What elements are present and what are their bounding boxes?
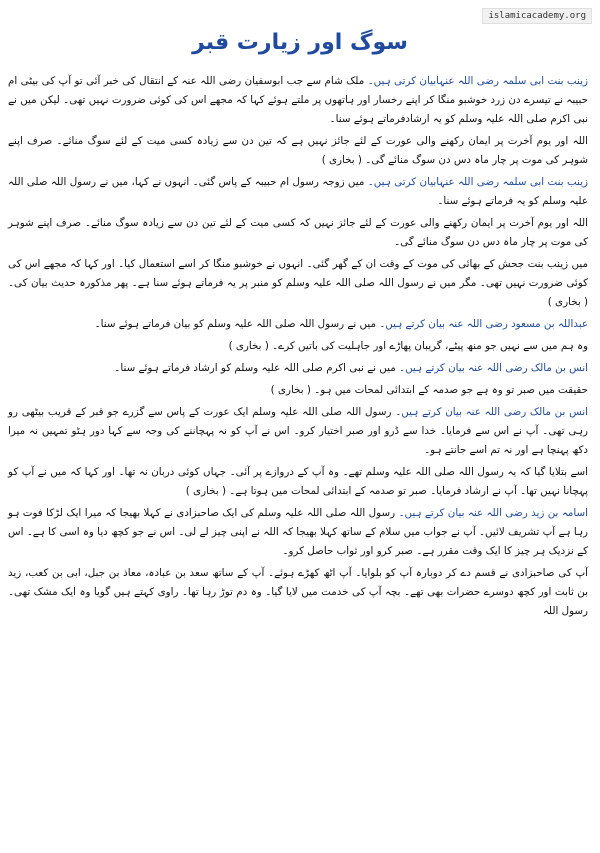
paragraph	[8, 173, 588, 211]
paragraph	[8, 359, 588, 378]
paragraph-text: اللہ اور یوم آخرت پر ایمان رکھنے والی عورت کے لئے جائز نہیں ہے کہ تین دن سے زیادہ کسی میت کے لئے سوگ منائے۔ صرف اپنے شوہر کی موت پر چار ماہ دس دن سوگ منائے گی۔	[8, 135, 588, 166]
source-reference: ( بخاری )	[270, 384, 311, 396]
paragraph	[8, 403, 588, 460]
paragraph-text: میں نے رسول اللہ صلی اللہ علیہ وسلم کو بیان فرماتے ہوئے سنا۔	[94, 318, 376, 330]
paragraph-text: میں زینب بنت جحش کے بھائی کی موت کے وقت ان کے گھر گئی۔ انہوں نے خوشبو منگا کر اسے استعمال کیا۔ اور کہا کہ مجھے اس کی کوئی ضرورت نہیں تھی۔ مگر میں نے رسول اللہ صلی اللہ علیہ وسلم کو منبر پر یہ فرماتے ہوئے سنا ہے۔ پھر مذکورہ حدیث بیان کی۔	[8, 258, 588, 289]
paragraph-text: حقیقت میں صبر تو وہ ہے جو صدمہ کے ابتدائی لمحات میں ہو۔	[314, 384, 588, 396]
page-title: سوگ اور زیارت قبر	[192, 30, 408, 55]
paragraph	[8, 72, 588, 129]
narrator-attribution: عبداللہ بن مسعود رضی اللہ عنہ بیان کرتے ہیں۔	[379, 318, 588, 330]
article-body	[8, 72, 588, 624]
paragraph-text: رسول اللہ صلی اللہ علیہ وسلم کی ایک صاحبزادی نے کہلا بھیجا کہ میرا ایک لڑکا فوت ہو رہا ہے آپ تشریف لائیں۔ آپ نے جواب میں سلام کے ساتھ کہلا بھیجا کہ اللہ نے اپنی چیز لے لی۔ اس نے جو کچھ دیا وہ اسی کا ہے۔ اس کے نزدیک ہر چیز کا ایک وقت مقرر ہے۔ صبر کرو اور ثواب حاصل کرو۔	[8, 507, 588, 557]
paragraph	[8, 381, 588, 400]
paragraph-text: میں زوجہ رسول ام حبیبہ کے پاس گئی۔ انہوں نے کہا، میں نے رسول اللہ صلی اللہ علیہ وسلم کو یہ فرماتے ہوئے سنا۔	[8, 176, 588, 207]
paragraph-text: اسے بتلایا گیا کہ یہ رسول اللہ صلی اللہ علیہ وسلم تھے۔ وہ آپ کے دروازے پر آئی۔ جہاں کوئی دربان نہ تھا۔ اور کہا کہ میں نے آپ کو پہچانا نہیں تھا۔ آپ نے ارشاد فرمایا۔ صبر تو صدمہ کے ابتدائی لمحات میں ہوتا ہے۔	[8, 466, 588, 497]
paragraph	[8, 255, 588, 312]
source-reference: ( بخاری )	[547, 296, 588, 308]
paragraph	[8, 315, 588, 334]
paragraph	[8, 504, 588, 561]
paragraph	[8, 564, 588, 621]
paragraph-text: اللہ اور یوم آخرت پر ایمان رکھنے والی عورت کے لئے جائز نہیں کہ کسی میت کے لئے تین دن سے زیادہ سوگ منائے۔ صرف اپنے شوہر کی موت پر چار ماہ دس دن سوگ منائے گی۔	[8, 217, 588, 248]
site-watermark: islamicacademy.org	[482, 8, 592, 24]
narrator-attribution: اسامہ بن زید رضی اللہ عنہ بیان کرتے ہیں۔	[398, 507, 588, 519]
paragraph	[8, 132, 588, 170]
narrator-attribution: انس بن مالک رضی اللہ عنہ بیان کرتے ہیں۔	[399, 362, 588, 374]
paragraph-text: آپ کی صاحبزادی نے قسم دے کر دوبارہ آپ کو بلوایا۔ آپ اٹھ کھڑے ہوئے۔ آپ کے ساتھ سعد بن عبادہ، معاذ بن جبل، ابی بن کعب، زید بن ثابت اور کچھ دوسرے حضرات بھی تھے۔ بچہ آپ کی خدمت میں لایا گیا۔ وہ دم توڑ رہا تھا۔ راوی کہتے ہیں گویا وہ ایک مشک تھی۔ رسول اللہ	[8, 567, 588, 617]
narrator-attribution: زینب بنت ابی سلمہ رضی اللہ عنہابیان کرتی ہیں۔	[367, 176, 588, 188]
paragraph	[8, 463, 588, 501]
narrator-attribution: زینب بنت ابی سلمہ رضی اللہ عنہابیان کرتی ہیں۔	[367, 75, 588, 87]
paragraph-text: ملک شام سے جب ابوسفیان رضی اللہ عنہ کے انتقال کی خبر آئی تو آپ کی بیٹی ام حبیبہ نے تیسرے دن زرد خوشبو منگا کر اپنے رخسار اور ہاتھوں پر ملتے ہوئے کہا کہ مجھے اس کی کوئی ضرورت نہیں تھی۔ لیکن میں نے نبی اکرم صلی اللہ علیہ وسلم کو یہ ارشادفرماتے ہوئے سنا۔	[8, 75, 588, 125]
paragraph	[8, 337, 588, 356]
source-reference: ( بخاری )	[321, 154, 362, 166]
narrator-attribution: انس بن مالک رضی اللہ عنہ بیان کرتے ہیں۔	[395, 406, 588, 418]
source-reference: ( بخاری )	[228, 340, 269, 352]
paragraph	[8, 214, 588, 252]
paragraph-text: میں نے نبی اکرم صلی اللہ علیہ وسلم کو ارشاد فرماتے ہوئے سنا۔	[114, 362, 396, 374]
paragraph-text: وہ ہم میں سے نہیں جو منھ پیٹے، گریبان پھاڑے اور جاہلیت کی باتیں کرے۔	[272, 340, 588, 352]
paragraph-text: رسول اللہ صلی اللہ علیہ وسلم ایک عورت کے پاس سے گزرے جو قبر کے قریب بیٹھی رو رہی تھی۔ آپ نے اس سے فرمایا۔ خدا سے ڈرو اور صبر اختیار کرو۔ اس نے آپ کو نہ پہچاننے کی وجہ سے کہا دور ہٹو تمہیں نہ میرا دکھ پہنچا ہے اور نہ تم اسے جانتے ہو۔	[8, 406, 588, 456]
source-reference: ( بخاری )	[185, 485, 226, 497]
